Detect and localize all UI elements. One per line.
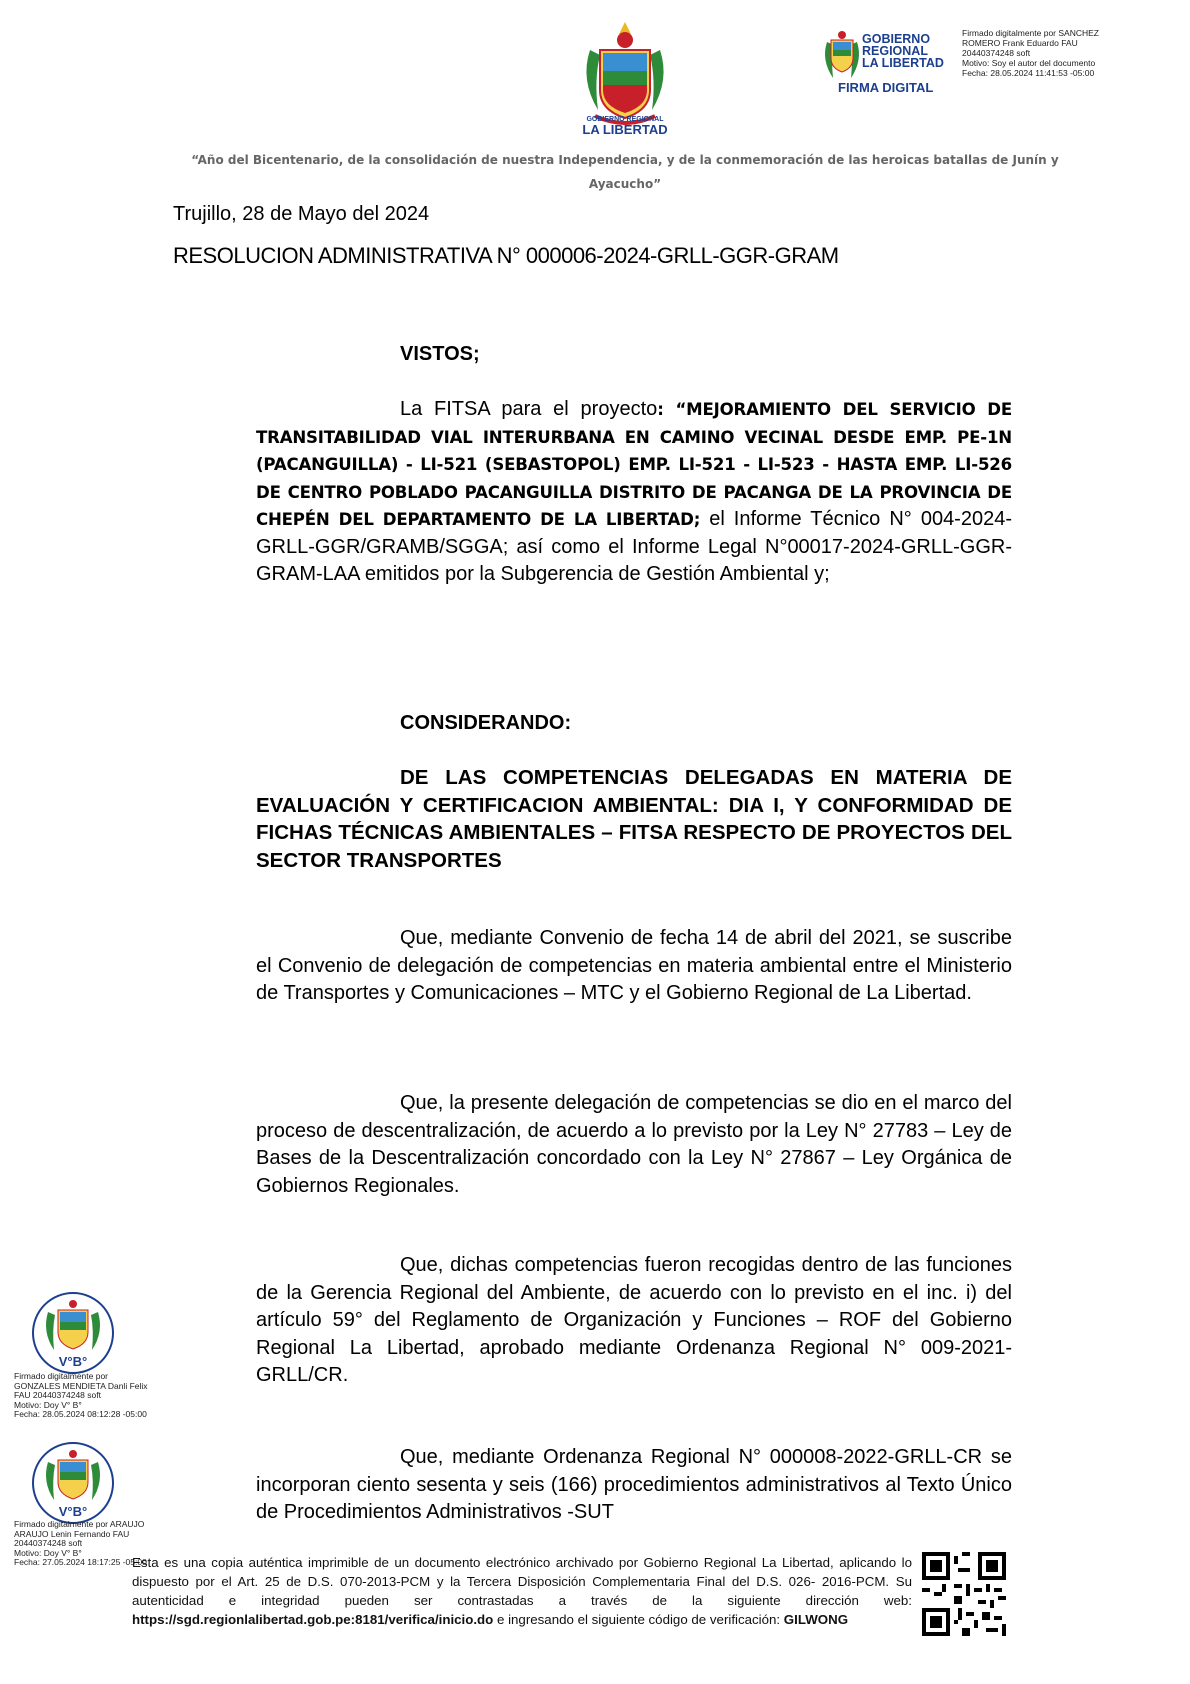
paragraph-text: Que, dichas competencias fueron recogidas dentro de las funciones de la Gerencia Regional del Ambiente, de acuerdo con lo previsto en el inc. i) del artículo 59° del Reglamento de Organización y Funciones – ROF del Gobierno Regional La Libertad, aprobado mediante Ordenanza Regional N° 009-2021-GRLL/CR. (256, 1254, 1012, 1386)
signature-detail-line: Motivo: Soy el autor del documento (962, 58, 1096, 68)
signature-org-line: GOBIERNO (862, 32, 931, 46)
approval-detail-line: 20440374248 soft (14, 1538, 83, 1548)
crest-caption-large: LA LIBERTAD (582, 122, 668, 137)
signature-detail-line: Firmado digitalmente por SANCHEZ (962, 28, 1099, 38)
considerando-heading: CONSIDERANDO: (400, 712, 572, 734)
signature-org-line: LA LIBERTAD (862, 56, 944, 70)
approval-signature-details (14, 1372, 184, 1420)
approval-detail-line: FAU 20440374248 soft (14, 1390, 101, 1400)
considerando-paragraph (256, 1252, 1012, 1390)
footer-text-after-url: e ingresando el siguiente código de verificación: (493, 1612, 784, 1627)
firma-digital-label: FIRMA DIGITAL (838, 80, 934, 95)
vistos-colon: : (657, 400, 664, 419)
competencias-heading (256, 764, 1012, 874)
considerando-paragraph (256, 1090, 1012, 1200)
approval-stamp-icon (28, 1290, 118, 1376)
crest-caption-small: GOBIERNO REGIONAL (586, 116, 664, 123)
verification-code: GILWONG (783, 1612, 849, 1627)
signature-detail-line: 20440374248 soft (962, 48, 1031, 58)
vistos-rest: el Informe Técnico N° 004-2024-GRLL-GGR/GRAMB/SGGA; así como el Informe Legal N°00017-2024-GRLL-GGR-GRAM-LAA emitidos por la Subgerencia de Gestión Ambiental y; (256, 508, 1012, 585)
document-date: Trujillo, 28 de Mayo del 2024 (173, 203, 430, 225)
year-motto: “Año del Bicentenario, de la consolidación de nuestra Independencia, y de la conmemoración de las heroicas batallas de Junín y Ayacucho” (191, 153, 1059, 191)
resolution-title: RESOLUCION ADMINISTRATIVA N° 000006-2024-GRLL-GGR-GRAM (173, 243, 839, 268)
vistos-intro: La FITSA para el proyecto (400, 398, 658, 420)
approval-badge: V°B° (58, 1504, 88, 1519)
paragraph-text: Que, la presente delegación de competencias se dio en el marco del proceso de descentralización, de acuerdo a lo previsto por la Ley N° 27783 – Ley de Bases de la Descentralización concordado con la Ley N° 27867 – Ley Orgánica de Gobiernos Regionales. (256, 1092, 1012, 1197)
project-name: “MEJORAMIENTO DEL SERVICIO DE TRANSITABILIDAD VIAL INTERURBANA EN CAMINO VECINAL DESDE EMP. PE-1N (PACANGUILLA) - LI-521 (SEBASTOPOL) EMP. LI-521 - LI-523 - HASTA EMP. LI-526 DE CENTRO POBLADO PACANGUILLA DISTRITO DE PACANGA DE LA PROVINCIA DE CHEPÉN DEL DEPARTAMENTO DE LA LIBERTAD; (256, 400, 1012, 529)
footer-text: Esta es una copia auténtica imprimible de un documento electrónico archivado por Gobierno Regional La Libertad, aplicando lo dispuesto por el Art. 25 de D.S. 070-2013-PCM y la Tercera Disposición Complementaria Final del D.S. 026- 2016-PCM. Su autenticidad e integridad pueden ser contrastadas a través de la siguiente dirección web: (132, 1555, 912, 1608)
considerando-paragraph (256, 1444, 1012, 1527)
approval-badge: V°B° (58, 1354, 88, 1369)
signature-org-line: REGIONAL (862, 44, 928, 58)
paragraph-text: Que, mediante Convenio de fecha 14 de abril del 2021, se suscribe el Convenio de delegación de competencias en materia ambiental entre el Ministerio de Transportes y Comunicaciones – MTC y el Gobierno Regional de La Libertad. (256, 927, 1012, 1004)
approval-detail-line: Firmado digitalmente por (14, 1371, 109, 1381)
signature-crest-icon (818, 28, 866, 84)
signature-detail-line: Fecha: 28.05.2024 11:41:53 -05:00 (962, 68, 1095, 78)
approval-detail-line: Fecha: 27.05.2024 18:17:25 -05:00 (14, 1557, 147, 1567)
digital-signature-details (962, 28, 1142, 78)
approval-detail-line: Fecha: 28.05.2024 08:12:28 -05:00 (14, 1409, 147, 1419)
signature-detail-line: ROMERO Frank Eduardo FAU (962, 38, 1078, 48)
considerando-paragraph (256, 925, 1012, 1008)
qr-code-icon (922, 1552, 1006, 1636)
competencias-heading-text: DE LAS COMPETENCIAS DELEGADAS EN MATERIA DE EVALUACIÓN Y CERTIFICACION AMBIENTAL: DIA I, Y CONFORMIDAD DE FICHAS TÉCNICAS AMBIENTALES – FITSA RESPECTO DE PROYECTOS DEL SECTOR TRANSPORTES (256, 766, 1012, 872)
approval-detail-line: ARAUJO Lenin Fernando FAU (14, 1528, 130, 1539)
approval-detail-line: GONZALES MENDIETA Danli Felix (14, 1380, 148, 1391)
paragraph-text: Que, mediante Ordenanza Regional N° 000008-2022-GRLL-CR se incorporan ciento sesenta y seis (166) procedimientos administrativos al Texto Único de Procedimientos Administrativos -SUT (256, 1446, 1012, 1523)
approval-detail-line: Motivo: Doy V° B° (14, 1547, 82, 1558)
authenticity-footer (132, 1553, 912, 1629)
verification-url[interactable]: https://sgd.regionlalibertad.gob.pe:8181/verifica/inicio.do (132, 1612, 494, 1627)
approval-stamp-icon (28, 1440, 118, 1526)
vistos-heading: VISTOS; (400, 343, 480, 365)
approval-detail-line: Motivo: Doy V° B° (14, 1399, 82, 1410)
signature-organization (862, 33, 944, 69)
vistos-paragraph (256, 396, 1012, 589)
approval-detail-line: Firmado digitalmente por ARAUJO (14, 1519, 145, 1529)
crest-caption (560, 116, 690, 136)
